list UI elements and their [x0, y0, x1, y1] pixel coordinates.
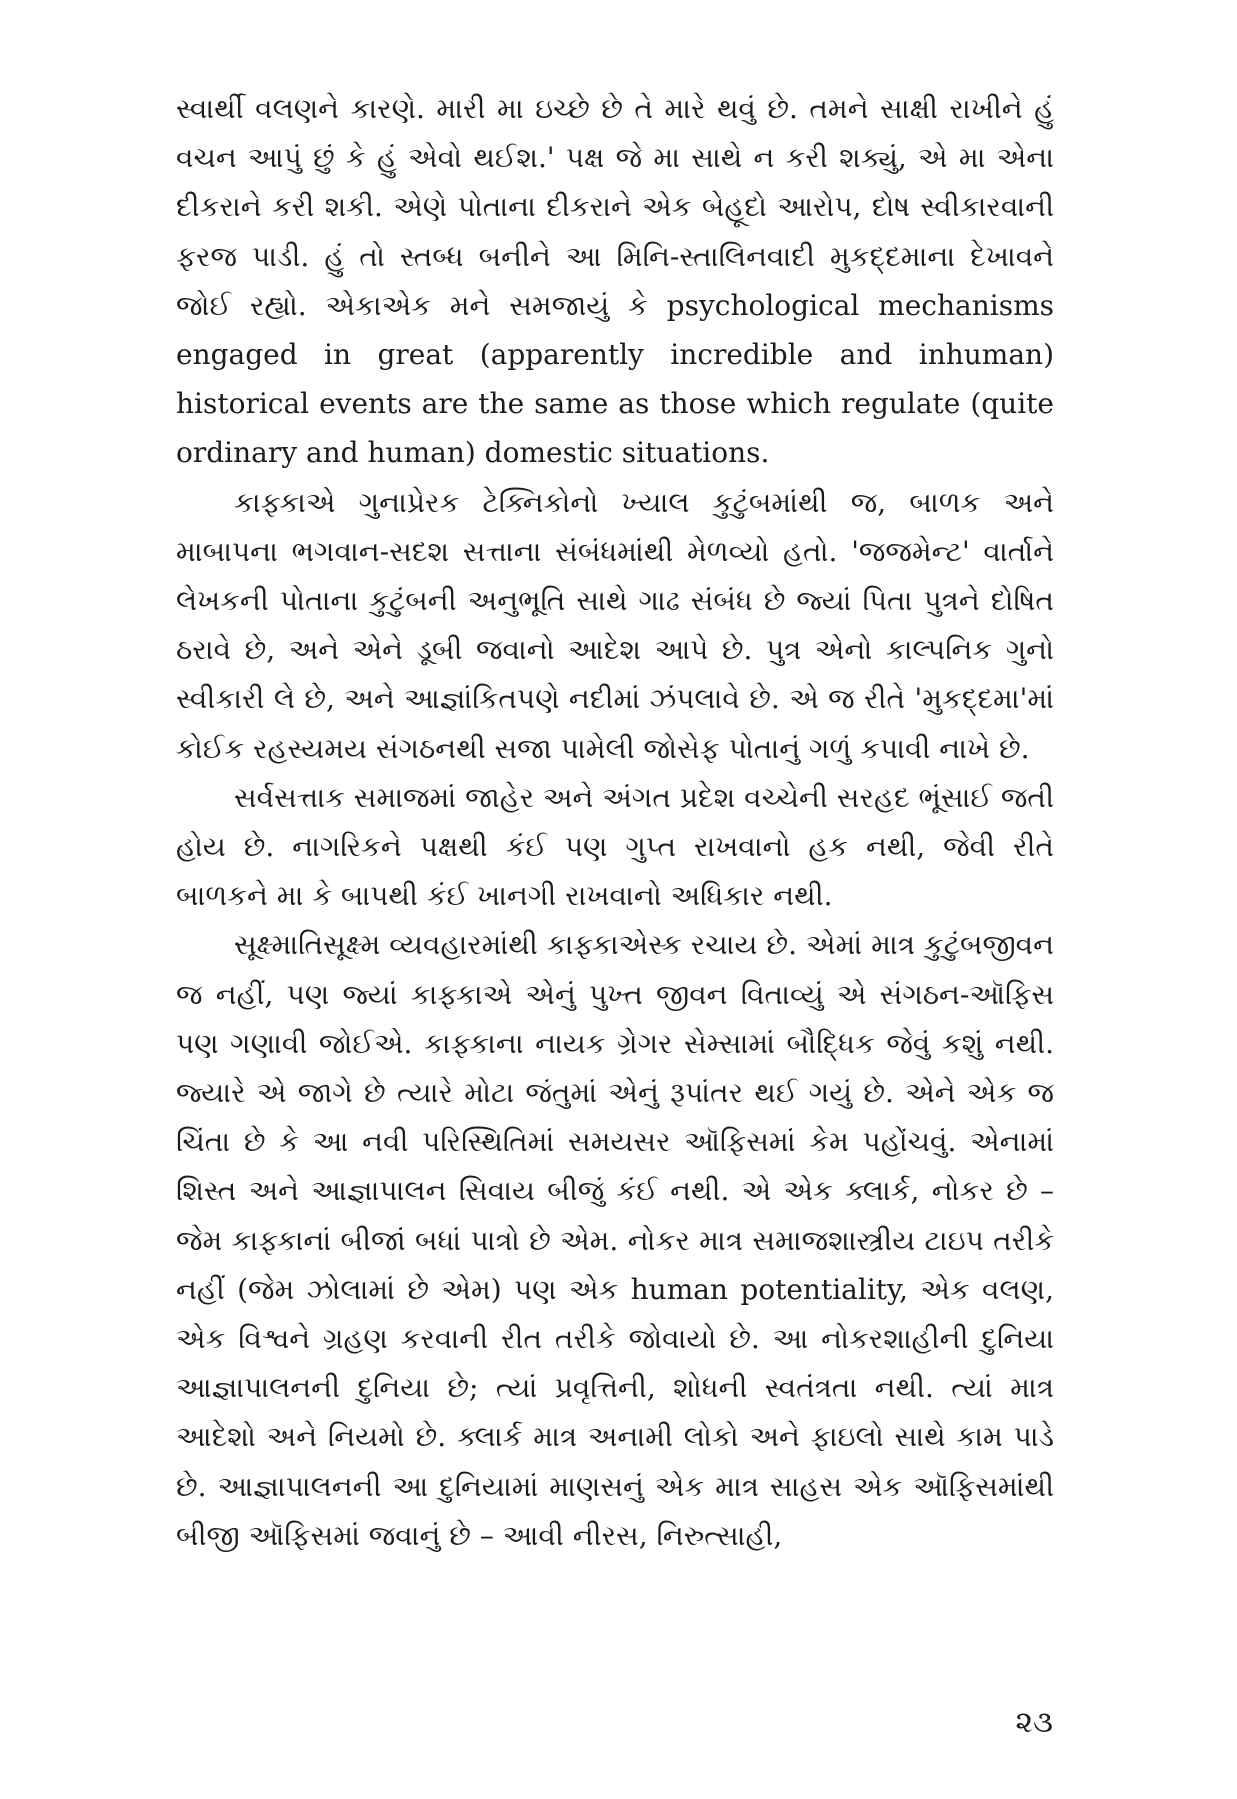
- paragraph-2: કાફ્કાએ ગુનાપ્રેરક ટેક્નિકોનો ખ્યાલ કુટુંબમાંથી જ, બાળક અને માબાપના ભગવાન-સદશ સત્તાના સંબંધમાંથી મેળવ્યો હતો. 'જજમેન્ટ' વાર્તાને લેખકની પોતાના કુટુંબની અનુભૂતિ સાથે ગાઢ સંબંધ છે જ્યાં પિતા પુત્રને દોષિત ઠરાવે છે, અને એને ડૂબી જવાનો આદેશ આપે છે. પુત્ર એનો કાલ્પનિક ગુનો સ્વીકારી લે છે, અને આજ્ઞાંકિતપણે નદીમાં ઝંપલાવે છે. એ જ રીતે 'મુકદ્દમા'માં કોઈક રહસ્યમય સંગઠનથી સજા પામેલી જોસેફ પોતાનું ગળું કપાવી નાખે છે.: [176, 485, 1054, 765]
- paragraph-4: સૂક્ષ્માતિસૂક્ષ્મ વ્યવહારમાંથી કાફ્કાએસ્ક રચાય છે. એમાં માત્ર કુટુંબજીવન જ નહીં, પણ જ્યાં કાફ્કાએ એનું પુખ્ત જીવન વિતાવ્યું એ સંગઠન-ઑફિસ પણ ગણાવી જોઈએ. કાફ્કાના નાયક ગ્રેગર સેમ્સામાં બૌદ્ધિક જેવું કશું નથી. જ્યારે એ જાગે છે ત્યારે મોટા જંતુમાં એનું રૂપાંતર થઈ ગયું છે. એને એક જ ચિંતા છે કે આ નવી પરિસ્થિતિમાં સમયસર ઑફિસમાં કેમ પહોંચવું. એનામાં શિસ્ત અને આજ્ઞાપાલન સિવાય બીજું કંઈ નથી. એ એક ક્લાર્ક, નોકર છે – જેમ કાફ્કાનાં બીજાં બધાં પાત્રો છે એમ. નોકર માત્ર સમાજશાસ્ત્રીય ટાઇપ તરીકે નહીં (જેમ ઝોલામાં છે એમ) પણ એક human potentiality, એક વલણ, એક વિશ્વને ગ્રહણ કરવાની રીત તરીકે જોવાયો છે. આ નોકરશાહીની દુનિયા આજ્ઞાપાલનની દુનિયા છે; ત્યાં પ્રવૃત્તિની, શોધની સ્વતંત્રતા નથી. ત્યાં માત્ર આદેશો અને નિયમો છે. ક્લાર્ક માત્ર અનામી લોકો અને ફાઇલો સાથે કામ પાડે છે. આજ્ઞાપાલનની આ દુનિયામાં માણસનું એક માત્ર સાહસ એક ઑફિસમાંથી બીજી ઑફિસમાં જવાનું છે – આવી નીરસ, નિરુત્સાહી,: [176, 928, 1055, 1552]
- page-number: ૨૩: [1015, 1705, 1053, 1740]
- paragraph-1: સ્વાર્થી વલણને કારણે. મારી મા ઇચ્છે છે તે મારે થવું છે. તમને સાક્ષી રાખીને હું વચન આપું છું કે હું એવો થઈશ.' પક્ષ જે મા સાથે ન કરી શક્યું, એ મા એના દીકરાને કરી શકી. એણે પોતાના દીકરાને એક બેહૂદો આરોપ, દોષ સ્વીકારવાની ફરજ પાડી. હું તો સ્તબ્ધ બનીને આ મિનિ-સ્તાલિનવાદી મુકદ્દમાના દેખાવને જોઈ રહ્યો. એકાએક મને સમજાયું કે psychological mechanisms engaged in great (apparently incredible and inhuman) historical events are the same as those which regulate (quite ordinary and human) domestic situations.: [176, 92, 1054, 470]
- body-text: [176, 84, 1054, 1560]
- paragraph-3: સર્વસત્તાક સમાજમાં જાહેર અને અંગત પ્રદેશ વચ્ચેની સરહદ ભૂંસાઈ જતી હોય છે. નાગરિકને પક્ષથી કંઈ પણ ગુપ્ત રાખવાનો હક નથી, જેવી રીતે બાળકને મા કે બાપથી કંઈ ખાનગી રાખવાનો અધિકાર નથી.: [176, 780, 1054, 913]
